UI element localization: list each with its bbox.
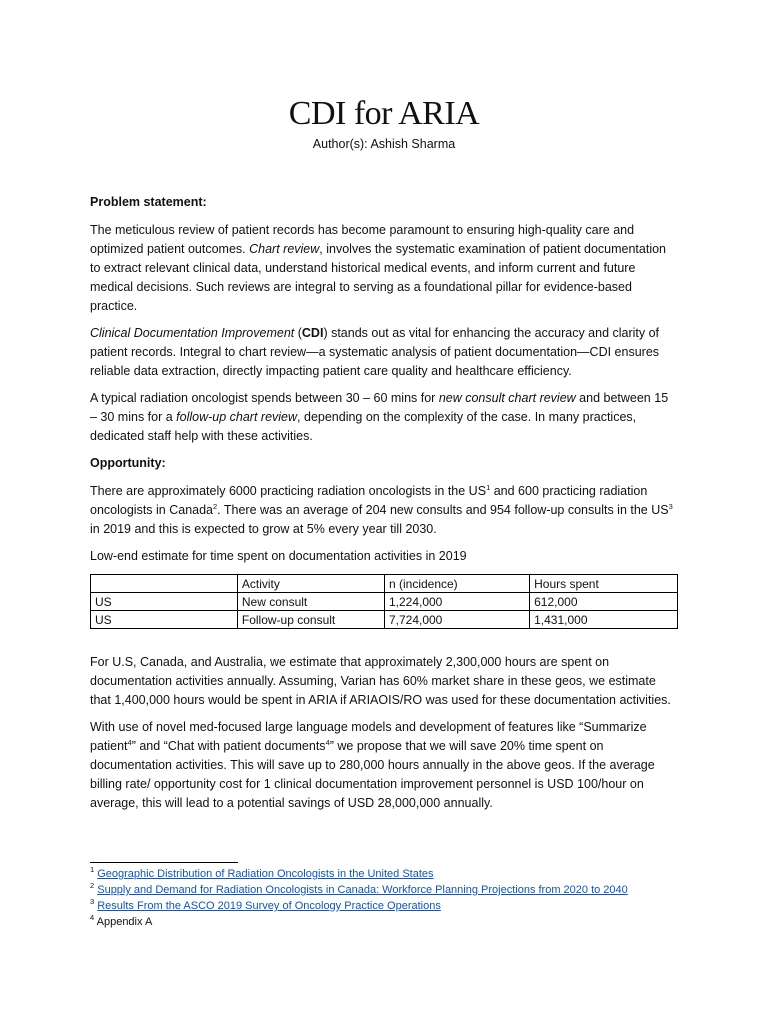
table-header-cell: Hours spent — [530, 575, 678, 593]
footnote-ref[interactable]: 2 — [213, 502, 218, 511]
paragraph-cdi: Clinical Documentation Improvement (CDI) stands out as vital for enhancing the accuracy and clarity of patient records. Integral to chart review—a systematic analysis of patient documentation—CDI ensures reliable data extraction, directly impacting patient care quality and healthcare efficiency. — [90, 326, 660, 378]
table-caption: Low-end estimate for time spent on documentation activities in 2019 — [90, 549, 467, 563]
footnote-ref[interactable]: 4 — [127, 738, 132, 747]
table-cell: Follow-up consult — [237, 611, 384, 629]
footnotes — [90, 862, 690, 930]
table-cell: New consult — [237, 593, 384, 611]
footnote-1: $^1$ Geographic Distribution of Radiation Oncologists in the United States — [90, 865, 434, 880]
document-body — [90, 193, 678, 821]
table-cell: US — [91, 593, 238, 611]
paragraph-savings: With use of novel med-focused large language models and development of features like “Summarize patient$^4$” and “Chat with patient documents$^4$” we propose that we will save 20% time spent on documentation activities. This will save up to 280,000 hours annually in the above geos. If the average billing rate/ opportunity cost for 1 clinical documentation improvement personnel is USD 100/hour on average, this will lead to a potential savings of USD 28,000,000 annually. — [90, 720, 655, 810]
footnote-ref[interactable]: 3 — [668, 502, 673, 511]
table-header-cell: n (incidence) — [384, 575, 529, 593]
paragraph-oncologists: There are approximately 6000 practicing radiation oncologists in the $US^1$ and 600 practicing radiation oncologists in Canada$^2$. There was an average of 204 new consults and 954 follow-up consults in the $US^3$ in 2019 and this is expected to grow at 5% every year till 2030. — [90, 483, 673, 536]
footnote-2: $^2$ Supply and Demand for Radiation Oncologists in Canada: Workforce Planning Projections from 2020 to 2040 — [90, 881, 628, 896]
footnote-link[interactable]: Supply and Demand for Radiation Oncologists in Canada: Workforce Planning Projections from 2020 to 2040 — [97, 884, 628, 896]
table-header-cell: Activity — [237, 575, 384, 593]
table-row — [91, 593, 678, 611]
footnote-link[interactable]: Geographic Distribution of Radiation Oncologists in the United States — [97, 868, 434, 880]
document-author: Author(s): Ashish Sharma — [312, 137, 456, 151]
table-row — [91, 611, 678, 629]
footnote-ref[interactable]: 1 — [486, 483, 491, 492]
document-title: CDI for ARIA — [288, 95, 480, 132]
table-cell: 1,224,000 — [384, 593, 529, 611]
paragraph-hours-estimate: For U.S, Canada, and Australia, we estimate that approximately 2,300,000 hours are spent on documentation activities annually. Assuming, Varian has 60% market share in these geos, we estimate that 1,400,000 hours would be spent in ARIA if ARIAOIS/RO was used for these documentation activities. — [90, 655, 671, 707]
table-cell: US — [91, 611, 238, 629]
opportunity-heading: Opportunity: — [90, 456, 166, 470]
footnote-link[interactable]: Results From the ASCO 2019 Survey of Oncology Practice Operations — [97, 900, 441, 912]
table-cell: 7,724,000 — [384, 611, 529, 629]
table-cell: 1,431,000 — [530, 611, 678, 629]
footnote-ref[interactable]: 4 — [325, 738, 330, 747]
activity-table — [90, 574, 678, 629]
footnote-divider — [90, 862, 238, 863]
footnote-4: $^4$ Appendix A — [90, 913, 153, 928]
paragraph-chart-review: The meticulous review of patient records has become paramount to ensuring high-quality care and optimized patient outcomes. Chart review, involves the systematic examination of patient documentation to extract relevant clinical data, understand historical medical events, and inform current and future medical decisions. Such reviews are integral to serving as a foundational pillar for evidence-based practice. — [90, 223, 667, 313]
table-header-row — [91, 575, 678, 593]
table-header-cell — [91, 575, 238, 593]
paragraph-review-time: A typical radiation oncologist spends between 30 – 60 mins for new consult chart review and between 15 – 30 mins for a follow-up chart review, depending on the complexity of the case. In many practices, dedicated staff help with these activities. — [90, 391, 669, 443]
table-cell: 612,000 — [530, 593, 678, 611]
footnote-text: Appendix A — [96, 916, 153, 928]
problem-statement-heading: Problem statement: — [90, 195, 207, 209]
footnote-3: $^3$ Results From the ASCO 2019 Survey of Oncology Practice Operations — [90, 897, 441, 912]
